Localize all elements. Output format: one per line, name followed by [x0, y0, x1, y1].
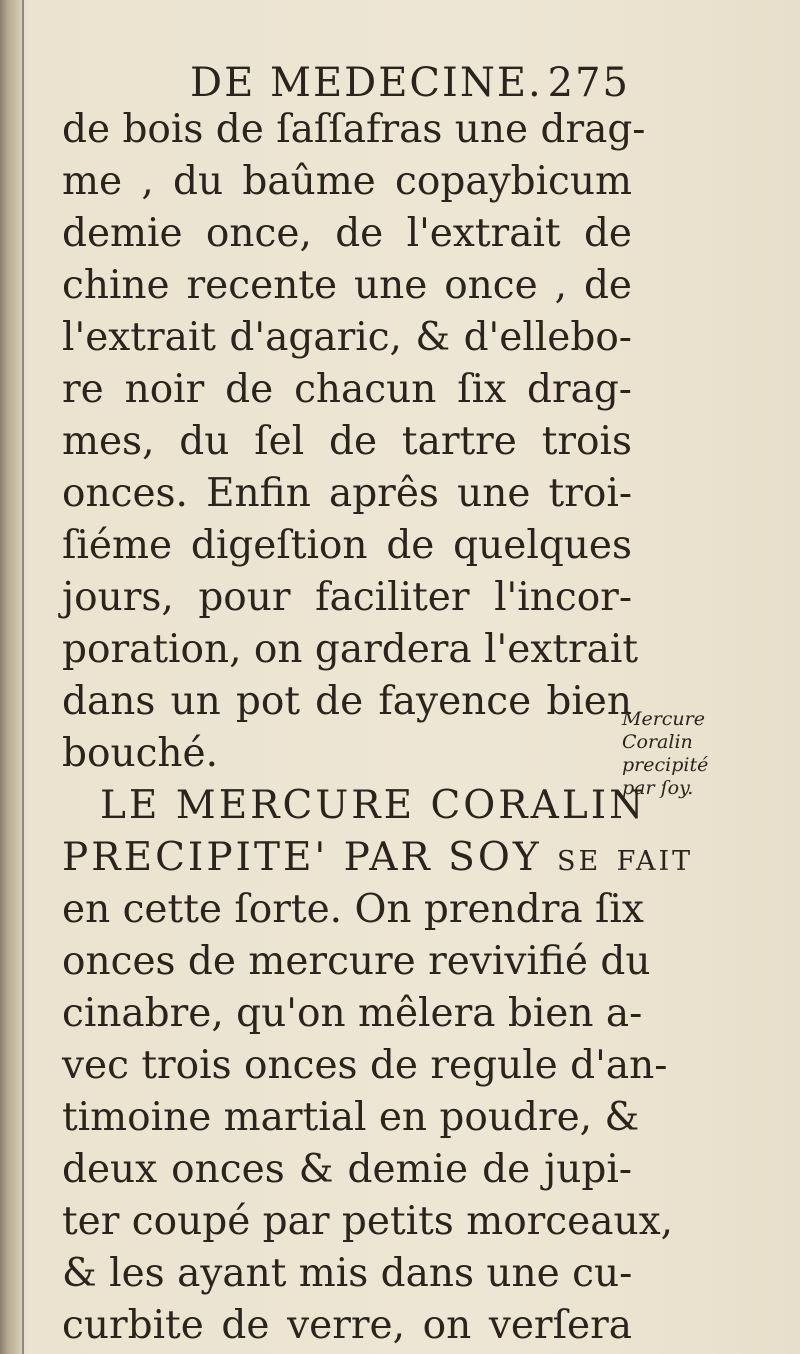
page-binding-edge [22, 0, 24, 1354]
running-head-title: DE MEDECINE. [190, 60, 543, 106]
text-line: chine recente une once , de [62, 263, 632, 308]
marginal-note-line: Mercure [622, 708, 705, 730]
text-line: vec trois onces de regule d'an- [62, 1043, 668, 1088]
marginal-note-line: Coralin [622, 731, 693, 753]
text-line: dans un pot de fayence bien [62, 679, 632, 724]
section-heading-line: PRECIPITE' PAR SOY ſe fait [62, 835, 694, 880]
text-line: & les ayant mis dans une cu- [62, 1251, 633, 1296]
text-line: cinabre, qu'on mêlera bien a- [62, 991, 643, 1036]
text-line: onces. Enfin aprês une troi- [62, 471, 632, 516]
page-gutter-shadow [0, 0, 22, 1354]
text-line: bouché. [62, 731, 218, 776]
marginal-note-line: precipité [622, 754, 709, 776]
text-line: re noir de chacun ſix drag- [62, 367, 632, 412]
text-line: jours, pour faciliter l'incor- [62, 575, 632, 620]
text-line: en cette ſorte. On prendra ſix [62, 887, 644, 932]
page-number: 275 [547, 60, 630, 106]
marginal-note [622, 708, 782, 800]
text-line: curbite de verre, on verſera [62, 1303, 632, 1348]
text-line: ſiéme digeſtion de quelques [62, 523, 632, 568]
text-line: de bois de ſaſſafras une drag- [62, 107, 646, 152]
section-heading-line: LE MERCURE CORALIN [100, 783, 647, 828]
marginal-note-line: par ſoy. [622, 777, 694, 799]
text-line: poration, on gardera l'extrait [62, 627, 639, 672]
text-line: ter coupé par petits morceaux, [62, 1199, 673, 1244]
text-line: demie once, de l'extrait de [62, 211, 632, 256]
text-line: me , du baûme copaybicum [62, 159, 632, 204]
text-line: deux onces & demie de jupi- [62, 1147, 632, 1192]
text-line: l'extrait d'agaric, & d'ellebo- [62, 315, 632, 360]
text-line: mes, du ſel de tartre trois [62, 419, 632, 464]
text-line: onces de mercure revivifié du [62, 939, 651, 984]
text-line: timoine martial en poudre, & [62, 1095, 640, 1140]
